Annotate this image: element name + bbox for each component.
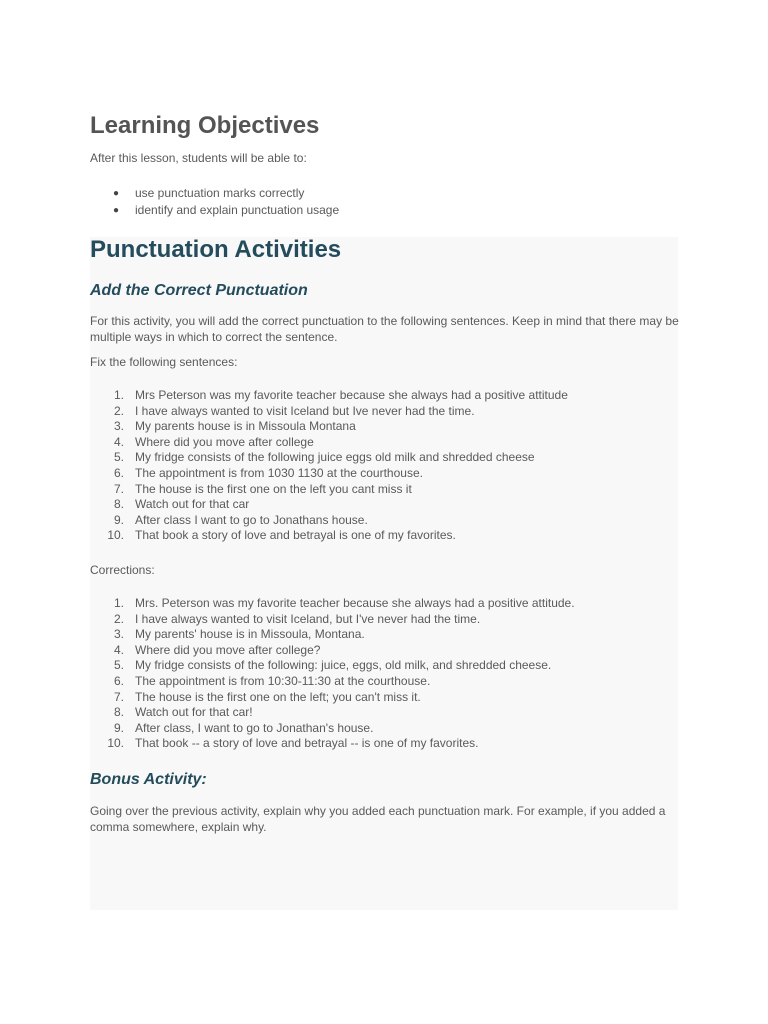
page-title: Learning Objectives [90, 112, 320, 139]
list-item: 4. Where did you move after college? [113, 642, 321, 657]
sentence-text: I have always wanted to visit Iceland but Ive never had the time. [135, 403, 475, 418]
correction-text: After class, I want to go to Jonathan's house. [135, 720, 374, 735]
corrections-list [90, 596, 575, 752]
corrections-label: Corrections: [90, 563, 155, 577]
list-item: 10. That book a story of love and betrayal is one of my favorites. [107, 528, 456, 543]
list-item: 9. After class I want to go to Jonathans house. [113, 512, 368, 527]
list-item [90, 185, 339, 202]
list-item: 9. After class, I want to go to Jonathan's house. [113, 720, 374, 735]
list-item [90, 202, 339, 219]
correction-text: Watch out for that car! [135, 705, 253, 720]
correction-text: I have always wanted to visit Iceland, but I've never had the time. [135, 611, 481, 626]
sentence-text: That book a story of love and betrayal is one of my favorites. [135, 528, 456, 543]
list-item: 2. I have always wanted to visit Iceland but Ive never had the time. [113, 403, 475, 418]
list-item: 5. My fridge consists of the following juice eggs old milk and shredded cheese [113, 450, 535, 465]
list-item: 1. Mrs. Peterson was my favorite teacher because she always had a positive attitude. [113, 596, 575, 610]
correction-text: The appointment is from 10:30-11:30 at the courthouse. [135, 673, 431, 688]
correction-text: Where did you move after college? [135, 642, 321, 657]
sentence-text: Mrs Peterson was my favorite teacher because she always had a positive attitude [135, 388, 568, 402]
sentence-text: The appointment is from 1030 1130 at the courthouse. [135, 465, 423, 480]
list-item: 1. Mrs Peterson was my favorite teacher because she always had a positive attitude [113, 388, 568, 402]
bonus-description: Going over the previous activity, explain why you added each punctuation mark. For example, if you added a comma somewhere, explain why. [90, 804, 666, 834]
activity-heading: Add the Correct Punctuation [90, 282, 308, 299]
correction-text: Mrs. Peterson was my favorite teacher because she always had a positive attitude. [135, 596, 575, 610]
correction-text: My parents' house is in Missoula, Montana. [135, 627, 365, 642]
list-item: 7. The house is the first one on the left; you can't miss it. [113, 689, 421, 704]
list-item: 3. My parents' house is in Missoula, Montana. [113, 627, 365, 642]
sentence-text: Where did you move after college [135, 434, 314, 449]
activity-instruction: Fix the following sentences: [90, 355, 238, 369]
sentences-list [90, 388, 568, 544]
bonus-heading: Bonus Activity: [90, 771, 207, 788]
sentence-text: My parents house is in Missoula Montana [135, 419, 356, 434]
list-item: 6. The appointment is from 10:30-11:30 at the courthouse. [113, 673, 431, 688]
sentence-text: The house is the first one on the left you cant miss it [135, 481, 412, 496]
sentence-text: Watch out for that car [135, 497, 250, 512]
list-item: 8. Watch out for that car [113, 497, 250, 512]
list-item: 8. Watch out for that car! [113, 705, 253, 720]
bullet-icon: ● [113, 205, 120, 216]
intro-text: After this lesson, students will be able to: [90, 151, 307, 165]
list-item: 2. I have always wanted to visit Iceland, but I've never had the time. [113, 611, 481, 626]
correction-text: That book -- a story of love and betrayal -- is one of my favorites. [135, 736, 479, 751]
correction-text: The house is the first one on the left; you can't miss it. [135, 689, 421, 704]
list-item: 6. The appointment is from 1030 1130 at the courthouse. [113, 465, 423, 480]
list-item: 3. My parents house is in Missoula Montana [113, 419, 356, 434]
correction-text: My fridge consists of the following: juice, eggs, old milk, and shredded cheese. [135, 658, 552, 673]
list-item: 4. Where did you move after college [113, 434, 314, 449]
activities-heading: Punctuation Activities [90, 236, 342, 263]
activity-description: For this activity, you will add the correct punctuation to the following sentences. Keep in mind that there may be multiple ways in which to correct the sentence. [90, 314, 679, 344]
objective-text: identify and explain punctuation usage [135, 203, 340, 217]
sentence-text: After class I want to go to Jonathans house. [135, 512, 368, 527]
list-item: 5. My fridge consists of the following: juice, eggs, old milk, and shredded cheese. [113, 658, 552, 673]
sentence-text: My fridge consists of the following juice eggs old milk and shredded cheese [135, 450, 535, 465]
list-item: 7. The house is the first one on the left you cant miss it [113, 481, 412, 496]
list-item: 10. That book -- a story of love and betrayal -- is one of my favorites. [107, 736, 479, 751]
objectives-list [90, 185, 339, 219]
bullet-icon: ● [113, 188, 120, 199]
objective-text: use punctuation marks correctly [135, 186, 305, 200]
